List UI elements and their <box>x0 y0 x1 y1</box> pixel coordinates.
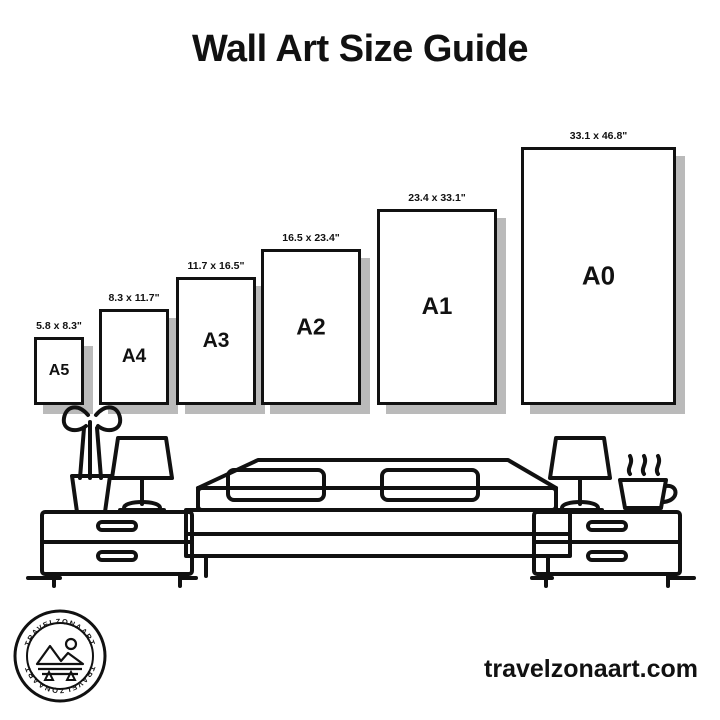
page-title: Wall Art Size Guide <box>191 28 529 70</box>
frame-group-a0 <box>521 130 676 405</box>
right-nightstand-icon <box>534 512 680 586</box>
bedroom-illustration <box>0 378 720 608</box>
frame-box-a0[interactable] <box>521 147 676 405</box>
frame-size-label-a1: A1 <box>421 293 453 320</box>
brand-logo <box>12 608 108 704</box>
frame-size-row <box>0 105 720 405</box>
frame-group-a1 <box>377 192 497 405</box>
frame-dimension-label-a5: 5.8 x 8.3" <box>36 320 82 332</box>
bed-icon <box>186 460 570 576</box>
frame-dimension-label-a1: 23.4 x 33.1" <box>408 192 466 204</box>
frame-dimension-label-a2: 16.5 x 23.4" <box>282 232 340 244</box>
frame-dimension-label-a4: 8.3 x 11.7" <box>108 292 160 304</box>
right-table-lamp-icon <box>550 438 610 510</box>
frame-box-a1[interactable] <box>377 209 497 405</box>
frame-size-label-a0: A0 <box>581 260 616 291</box>
logo-text-bottom: TRAVELZONAART <box>22 664 98 696</box>
frame-size-label-a4: A4 <box>121 346 147 367</box>
left-nightstand-icon <box>42 512 192 586</box>
svg-text:TRAVELZONAART <box>23 617 98 648</box>
frame-dimension-label-a3: 11.7 x 16.5" <box>187 260 245 272</box>
frame-size-label-a5: A5 <box>48 362 70 379</box>
frame-dimension-label-a0: 33.1 x 46.8" <box>569 130 628 142</box>
frame-size-label-a3: A3 <box>202 329 230 352</box>
coffee-cup-icon <box>620 456 676 508</box>
logo-text-top: TRAVELZONAART <box>22 616 98 648</box>
frame-size-label-a2: A2 <box>296 313 326 340</box>
website-url[interactable]: travelzonaart.com <box>484 655 698 683</box>
plant-vase-icon <box>64 407 120 512</box>
left-table-lamp-icon <box>112 438 172 510</box>
